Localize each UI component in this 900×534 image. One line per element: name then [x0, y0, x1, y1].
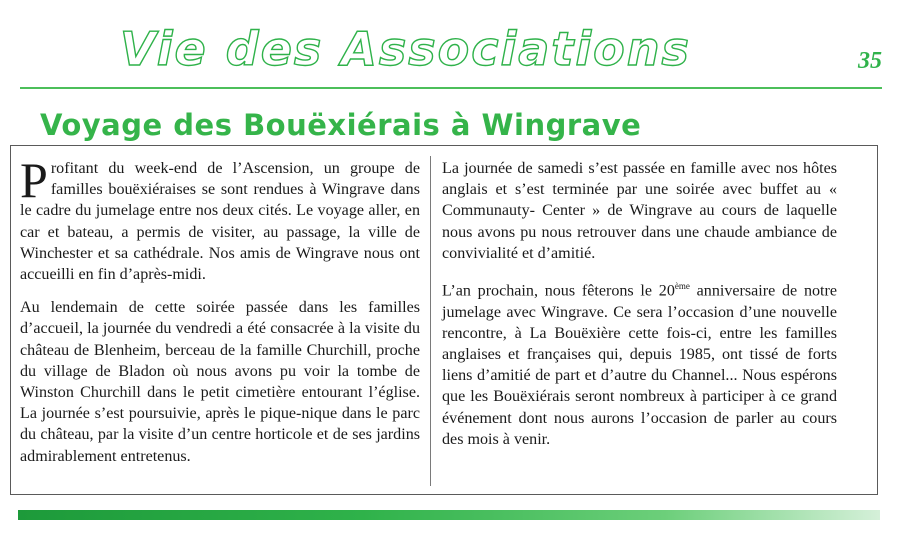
drop-cap: P: [20, 152, 48, 208]
anniversary-text-start: L’an prochain, nous fêterons le 20: [442, 282, 675, 300]
right-column: [442, 158, 837, 462]
ordinal-superscript: ème: [674, 281, 690, 292]
paragraph-anniversary: [442, 276, 837, 450]
paragraph-saturday: La journée de samedi s’est passée en famille avec nos hôtes anglais et s’est terminée par une soirée avec buffet au « Communauty- Center » de Wingrave au cours de laquelle nous avons pu nous retrouver dans une chaude ambiance de convivialité et d’amitié.: [442, 160, 837, 262]
anniversary-text-end: anniversaire de notre jumelage avec Wingrave. Ce sera l’occasion d’une nouvelle rencontre, à La Bouëxière cette fois-ci, entre les familles anglaises et françaises qui, depuis 1985, ont tissé de forts liens d’amitié de part et d’autre du Channel... Nous espérons que les Bouëxiérais seront nombreux à participer à ce grand événement dont nous aurons l’occasion de parler au cours des mois à venir.: [442, 282, 838, 448]
header-rule: [20, 87, 882, 89]
paragraph-intro-text: rofitant du week-end de l’Ascension, un groupe de familles bouëxiéraises se sont rendues à Wingrave dans le cadre du jumelage entre nos deux cités. Le voyage aller, en car et bateau, a permis de visiter, au passage, la ville de Winchester et sa cathédrale. Nos amis de Wingrave nous ont accueilli en fin d’après-midi.: [20, 160, 420, 284]
footer-gradient-bar: [18, 510, 880, 520]
left-column: [20, 152, 420, 479]
section-header-title: Vie des Associations: [120, 22, 691, 76]
paragraph-intro: [20, 152, 420, 285]
article-title: Voyage des Bouëxiérais à Wingrave: [40, 108, 642, 142]
page-number: 35: [858, 48, 882, 74]
column-divider: [430, 156, 431, 486]
paragraph-blenheim: Au lendemain de cette soirée passée dans les familles d’accueil, la journée du vendredi a été consacrée à la visite du château de Blenheim, berceau de la famille Churchill, proche du village de Bladon où nous avons pu voir la tombe de Winston Churchill dans le petit cimetière entourant l’église. La journée s’est poursuivie, après le pique-nique dans le parc du château, par la visite d’un centre horticole et de ses jardins admirablement entretenus.: [20, 299, 420, 465]
